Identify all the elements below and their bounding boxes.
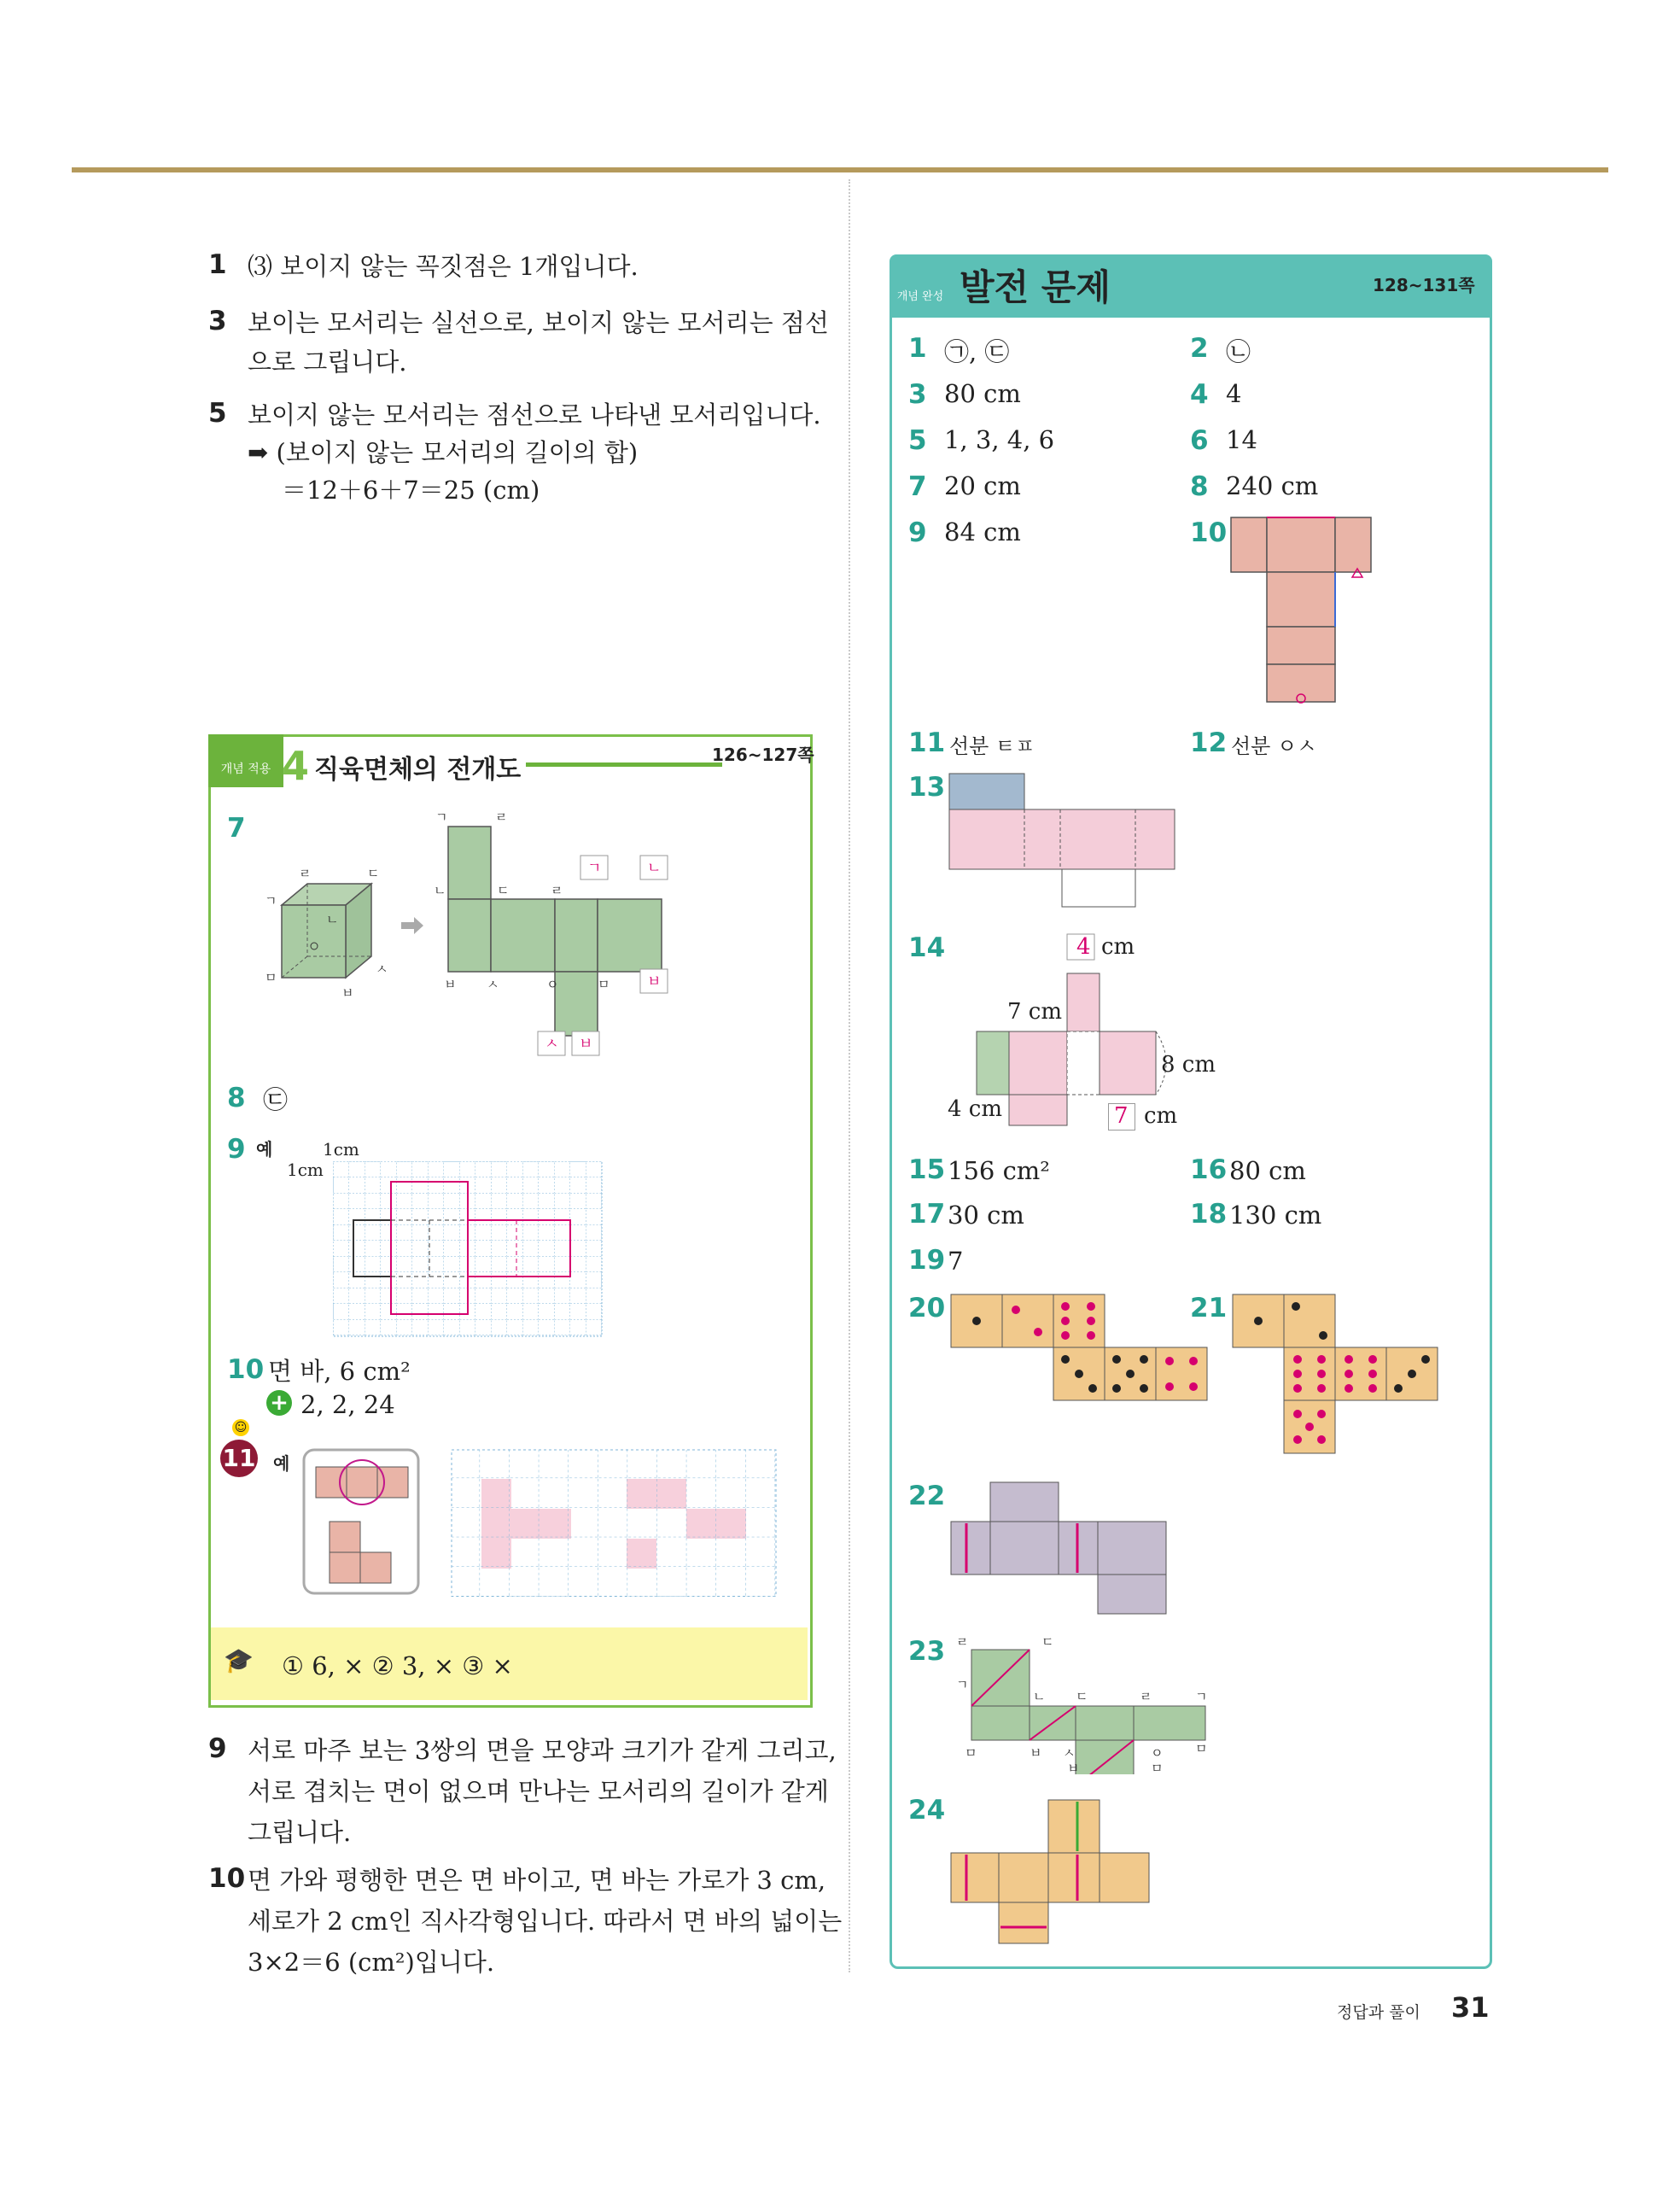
sol-3-text2: 으로 그립니다. <box>248 348 407 377</box>
q14-left-label: 7 cm <box>1007 999 1063 1025</box>
ans-1-num: 1 <box>908 333 927 364</box>
ans-6: 14 <box>1226 425 1257 454</box>
sol-1-num: 1 <box>208 249 227 280</box>
ans-16: 80 cm <box>1229 1156 1306 1185</box>
ans-2: ㉡ <box>1226 337 1251 366</box>
ans-22-figure <box>949 1481 1168 1617</box>
top-rule <box>72 167 1608 172</box>
ans-12-num: 12 <box>1190 727 1228 758</box>
ans-3-num: 3 <box>908 379 927 410</box>
ans-19: 7 <box>948 1247 964 1276</box>
svg-text:ㅅ: ㅅ <box>487 977 499 992</box>
q9-num: 9 <box>227 1134 246 1165</box>
svg-text:ㄴ: ㄴ <box>1033 1689 1046 1704</box>
ans-23-figure <box>948 1629 1221 1774</box>
sol-9-text3: 그립니다. <box>248 1818 352 1847</box>
svg-text:ㄹ: ㄹ <box>299 866 312 881</box>
sol-5-num: 5 <box>208 398 227 429</box>
q11-figures <box>302 1448 780 1597</box>
q10-plus-answer: 2, 2, 24 <box>300 1390 395 1419</box>
sol-1-text: ⑶ 보이지 않는 꼭짓점은 1개입니다. <box>248 252 639 281</box>
plus-icon: + <box>266 1390 292 1416</box>
svg-text:ㅁ: ㅁ <box>598 977 610 992</box>
ans-7-num: 7 <box>908 471 927 502</box>
ans-20-dice-net <box>949 1293 1210 1404</box>
ans-16-num: 16 <box>1190 1154 1228 1185</box>
ans-4-num: 4 <box>1190 379 1209 410</box>
ans-6-num: 6 <box>1190 425 1209 456</box>
q14-bottom-value: 7 <box>1114 1103 1129 1129</box>
ans-11-num: 11 <box>908 727 946 758</box>
ans-14-num: 14 <box>908 932 946 963</box>
q9-example-tag: 예 <box>256 1139 273 1160</box>
advanced-title: 발전 문제 <box>960 266 1111 308</box>
svg-text:ㅁ: ㅁ <box>965 1745 977 1761</box>
q11-example-tag: 예 <box>273 1453 290 1474</box>
svg-text:ㄱ: ㄱ <box>1195 1689 1208 1704</box>
ans-20-num: 20 <box>908 1293 946 1323</box>
sol-5-text2: ➡ (보이지 않는 모서리의 길이의 합) <box>248 438 639 467</box>
mascot-icon: 🎓 <box>224 1646 254 1674</box>
section4-title: 직육면체의 전개도 <box>314 755 522 785</box>
ans-4: 4 <box>1226 379 1242 408</box>
ans-9: 84 cm <box>944 517 1021 546</box>
svg-text:ㅂ: ㅂ <box>1067 1761 1080 1774</box>
svg-text:ㅇ: ㅇ <box>546 977 559 992</box>
svg-text:ㄱ: ㄱ <box>956 1677 969 1692</box>
sol-10-num: 10 <box>208 1863 246 1894</box>
ans-5-num: 5 <box>908 425 927 456</box>
ans-9-num: 9 <box>908 517 927 548</box>
advanced-badge: 개념 완성 <box>896 290 944 303</box>
ans-24-figure <box>948 1793 1161 1964</box>
svg-text:ㄹ: ㄹ <box>1140 1689 1152 1704</box>
sol-9-num: 9 <box>208 1733 227 1764</box>
svg-text:ㄱ: ㄱ <box>435 811 448 825</box>
svg-text:ㄹ: ㄹ <box>495 811 508 825</box>
ans-17-num: 17 <box>908 1199 946 1230</box>
svg-text:ㅂ: ㅂ <box>341 985 354 1001</box>
q7-num: 7 <box>227 813 246 844</box>
ans-3: 80 cm <box>944 379 1021 408</box>
section4-pages: 126~127쪽 <box>712 745 814 765</box>
section4-number: 4 <box>282 743 310 789</box>
ans-21-num: 21 <box>1190 1293 1228 1323</box>
ans-5: 1, 3, 4, 6 <box>944 425 1055 454</box>
section4-badge: 개념 적용 <box>208 734 283 787</box>
sol-10-text3: 3×2＝6 (cm²)입니다. <box>248 1948 495 1977</box>
svg-text:ㅂ: ㅂ <box>579 1036 593 1053</box>
ans-13-figure <box>948 772 1178 909</box>
q8-answer: ㉢ <box>263 1085 289 1114</box>
ans-18: 130 cm <box>1229 1201 1322 1230</box>
sol-5-text3: ＝12＋6＋7＝25 (cm) <box>282 476 540 505</box>
ans-15-num: 15 <box>908 1154 946 1185</box>
svg-text:ㅇ: ㅇ <box>1151 1745 1164 1761</box>
q14-top-value: 4 <box>1076 934 1091 960</box>
svg-text:ㄴ: ㄴ <box>434 883 446 898</box>
ans-8-num: 8 <box>1190 471 1209 502</box>
ans-2-num: 2 <box>1190 333 1209 364</box>
ans-19-num: 19 <box>908 1245 946 1276</box>
section4-rule <box>526 762 722 767</box>
q11-num: 11 <box>220 1440 258 1477</box>
sol-9-text: 서로 마주 보는 3쌍의 면을 모양과 크기가 같게 그리고, <box>248 1736 837 1765</box>
q14-bottom-unit: cm <box>1144 1103 1178 1129</box>
advanced-pages: 128~131쪽 <box>1373 275 1475 295</box>
svg-text:ㄷ: ㄷ <box>367 866 380 881</box>
svg-text:ㄴ: ㄴ <box>326 912 339 927</box>
svg-text:ㅅ: ㅅ <box>545 1036 559 1053</box>
q7-figure <box>256 811 700 1067</box>
ans-10-num: 10 <box>1190 517 1228 548</box>
svg-text:ㄱ: ㄱ <box>265 893 277 909</box>
ans-18-num: 18 <box>1190 1199 1228 1230</box>
ans-17: 30 cm <box>948 1201 1024 1230</box>
smile-icon: ☺ <box>232 1419 249 1436</box>
q10-answer: 면 바, 6 cm² <box>268 1357 411 1386</box>
footer-label: 정답과 풀이 <box>1337 2003 1420 2022</box>
ans-23-num: 23 <box>908 1636 946 1667</box>
q8-num: 8 <box>227 1083 246 1113</box>
ans-15: 156 cm² <box>948 1156 1050 1185</box>
q9-unit-top: 1cm <box>323 1139 359 1160</box>
ans-10-figure <box>1229 516 1374 704</box>
svg-text:ㅅ: ㅅ <box>376 961 388 977</box>
ans-12: 선분 ㅇㅅ <box>1231 734 1317 758</box>
ans-22-num: 22 <box>908 1481 946 1511</box>
ans-1: ㉠, ㉢ <box>944 337 1010 366</box>
q9-grid-figure <box>333 1161 603 1339</box>
page-number: 31 <box>1451 1991 1490 2024</box>
svg-text:ㅂ: ㅂ <box>647 973 662 990</box>
sol-10-text2: 세로가 2 cm인 직사각형입니다. 따라서 면 바의 넓이는 <box>248 1907 843 1936</box>
ans-11: 선분 ㅌㅍ <box>949 734 1035 758</box>
q14-bottom-left-label: 4 cm <box>948 1096 1003 1122</box>
ans-8: 240 cm <box>1226 471 1319 500</box>
q10-num: 10 <box>227 1354 265 1385</box>
svg-text:ㄹ: ㄹ <box>551 883 563 898</box>
ans-13-num: 13 <box>908 772 946 803</box>
sol-3-num: 3 <box>208 306 227 336</box>
svg-text:ㄷ: ㄷ <box>1076 1689 1088 1704</box>
sol-9-text2: 서로 겹치는 면이 없으며 만나는 모서리의 길이가 같게 <box>248 1777 829 1806</box>
svg-text:ㄴ: ㄴ <box>647 860 662 877</box>
q14-right-label: 8 cm <box>1161 1052 1216 1078</box>
sol-5-text: 보이지 않는 모서리는 점선으로 나타낸 모서리입니다. <box>248 400 821 429</box>
ans-7: 20 cm <box>944 471 1021 500</box>
svg-text:ㅅ: ㅅ <box>1063 1745 1076 1761</box>
sol-3-text: 보이는 모서리는 실선으로, 보이지 않는 모서리는 점선 <box>248 308 829 337</box>
svg-text:ㄱ: ㄱ <box>587 860 602 877</box>
ans-21-dice-net <box>1231 1293 1441 1455</box>
sol-10-text: 면 가와 평행한 면은 면 바이고, 면 바는 가로가 3 cm, <box>248 1866 826 1895</box>
svg-text:ㄷ: ㄷ <box>1041 1634 1054 1650</box>
q14-top-unit: cm <box>1101 934 1135 960</box>
svg-text:ㅁ: ㅁ <box>1151 1761 1164 1774</box>
svg-text:ㅁ: ㅁ <box>265 970 277 985</box>
svg-text:ㄷ: ㄷ <box>497 883 510 898</box>
ans-24-num: 24 <box>908 1795 946 1826</box>
svg-text:ㅁ: ㅁ <box>1195 1741 1208 1756</box>
svg-text:ㅂ: ㅂ <box>444 977 457 992</box>
q9-unit-left: 1cm <box>287 1160 324 1180</box>
svg-text:ㅂ: ㅂ <box>1030 1745 1042 1761</box>
section4-summary: ① 6, × ② 3, × ③ × <box>282 1651 513 1680</box>
column-divider <box>849 179 850 1972</box>
svg-text:ㄹ: ㄹ <box>956 1634 969 1650</box>
